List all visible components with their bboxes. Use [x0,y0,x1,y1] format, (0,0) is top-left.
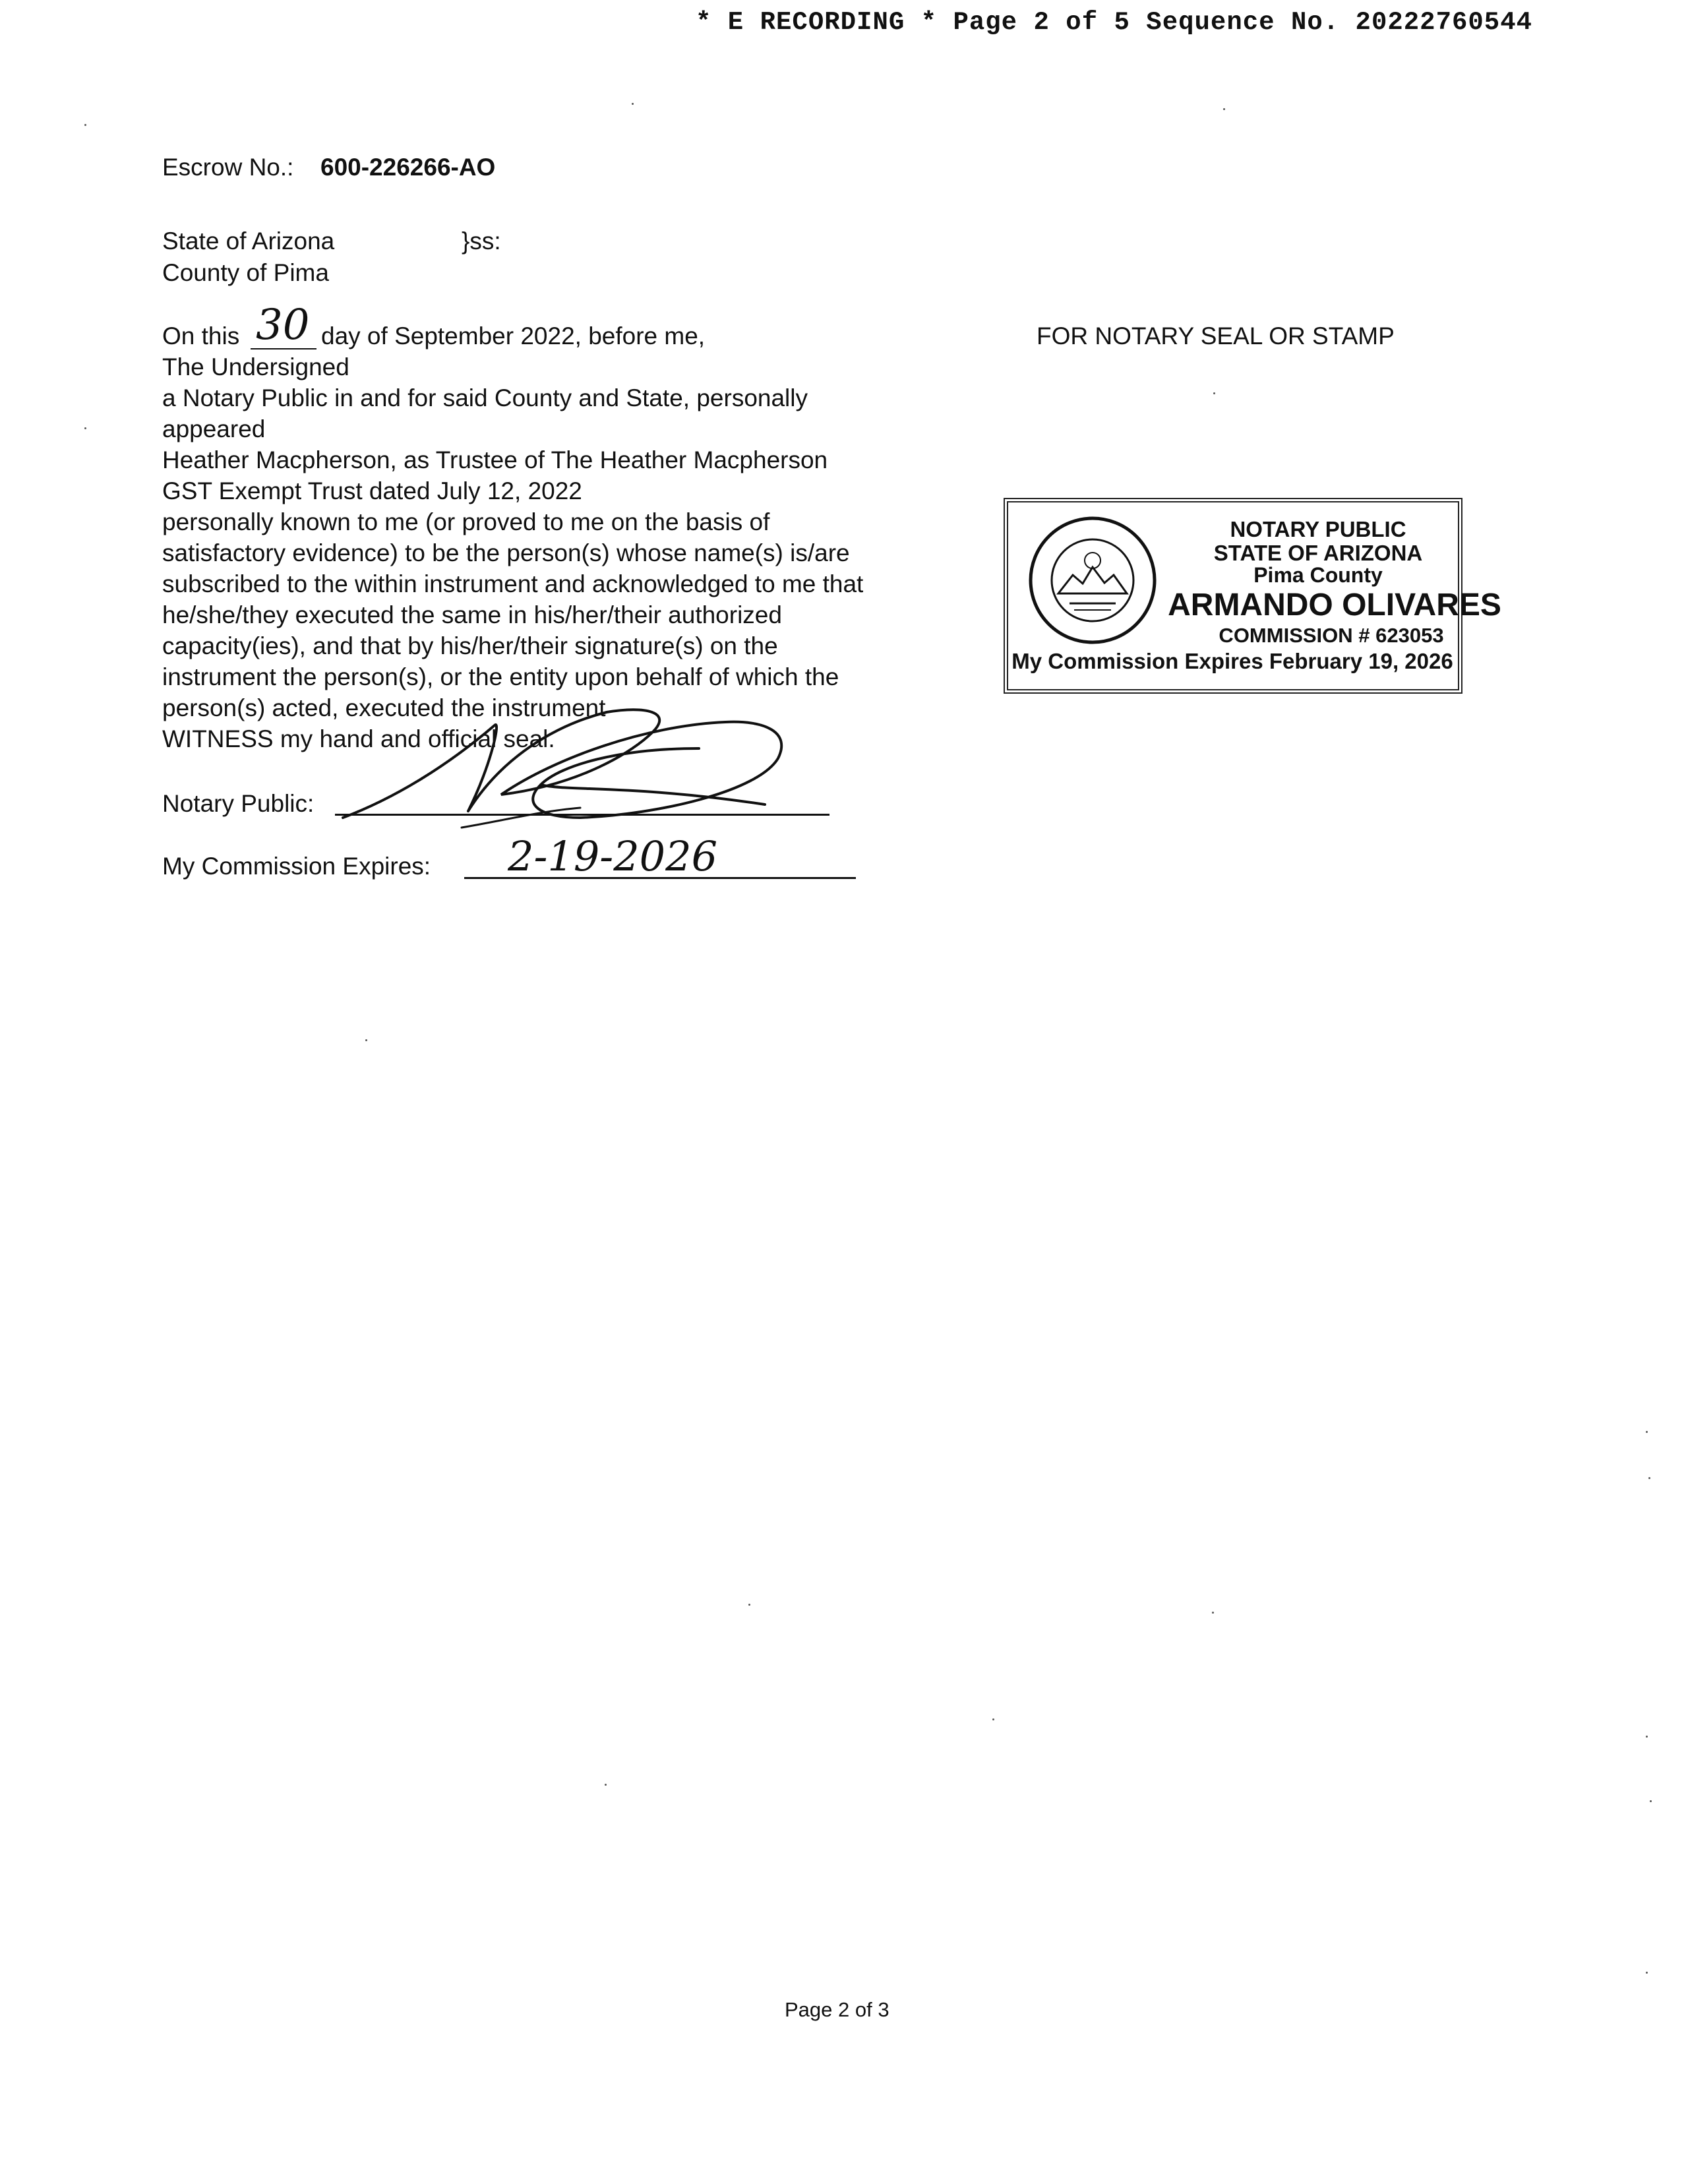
scan-speck [1648,1477,1650,1479]
scan-speck [365,1039,367,1041]
seal-area-label: FOR NOTARY SEAL OR STAMP [1037,322,1395,349]
scan-speck [84,427,86,429]
venue-state: State of Arizona [162,228,335,255]
commission-expires-handwritten: 2-19-2026 [508,832,718,880]
scan-speck [1646,1736,1648,1738]
ack-day-underline [251,348,316,349]
commission-expires-label: My Commission Expires: [162,853,431,880]
page-number: Page 2 of 3 [785,1998,889,2021]
ack-day-rest: day of September 2022, before me, [321,322,706,349]
ack-line: satisfactory evidence) to be the person(s) whose name(s) is/are [162,539,850,566]
ack-line: Heather Macpherson, as Trustee of The Heather Macpherson [162,446,828,473]
scan-speck [992,1718,994,1720]
scan-speck [605,1784,607,1786]
scan-speck [1223,108,1225,110]
stamp-line2: STATE OF ARIZONA [1213,541,1423,565]
ack-line: a Notary Public in and for said County and State, personally [162,384,808,411]
ack-officer: The Undersigned [162,353,349,380]
stamp-name: ARMANDO OLIVARES [1168,588,1501,622]
stamp-line3: Pima County [1253,563,1383,587]
ack-line: WITNESS my hand and official seal. [162,725,555,752]
ack-line: GST Exempt Trust dated July 12, 2022 [162,477,582,504]
recording-header: * E RECORDING * Page 2 of 5 Sequence No. 20222760544 [696,8,1532,37]
venue-county: County of Pima [162,259,329,286]
stamp-expires: My Commission Expires February 19, 2026 [1011,649,1453,673]
stamp-line1: NOTARY PUBLIC [1230,517,1406,541]
scan-speck [1650,1800,1652,1802]
notary-signature [303,686,818,844]
ack-line: subscribed to the within instrument and acknowledged to me that [162,570,864,597]
ack-line: person(s) acted, executed the instrument [162,694,606,721]
scan-speck [1646,1431,1648,1433]
venue-ss: }ss: [462,228,501,255]
stamp-commission: COMMISSION # 623053 [1219,624,1444,647]
notary-stamp [1004,498,1501,694]
scan-speck [748,1604,750,1606]
ack-line: he/she/they executed the same in his/her/their authorized [162,601,782,628]
scan-speck [1213,392,1215,394]
ack-line: personally known to me (or proved to me on the basis of [162,508,770,535]
scan-speck [632,103,634,105]
scan-speck [84,124,86,126]
ack-line: instrument the person(s), or the entity upon behalf of which the [162,663,839,690]
notary-public-label: Notary Public: [162,790,315,817]
great-seal-icon [1027,514,1159,646]
escrow-number: 600-226266-AO [320,154,496,181]
escrow-label: Escrow No.: [162,154,294,181]
scan-speck [1212,1612,1214,1614]
scan-speck [1646,1972,1648,1974]
ack-day-handwritten: 30 [256,301,310,349]
ack-line: appeared [162,415,266,442]
ack-on-this: On this [162,322,240,349]
ack-line: capacity(ies), and that by his/her/their signature(s) on the [162,632,778,659]
